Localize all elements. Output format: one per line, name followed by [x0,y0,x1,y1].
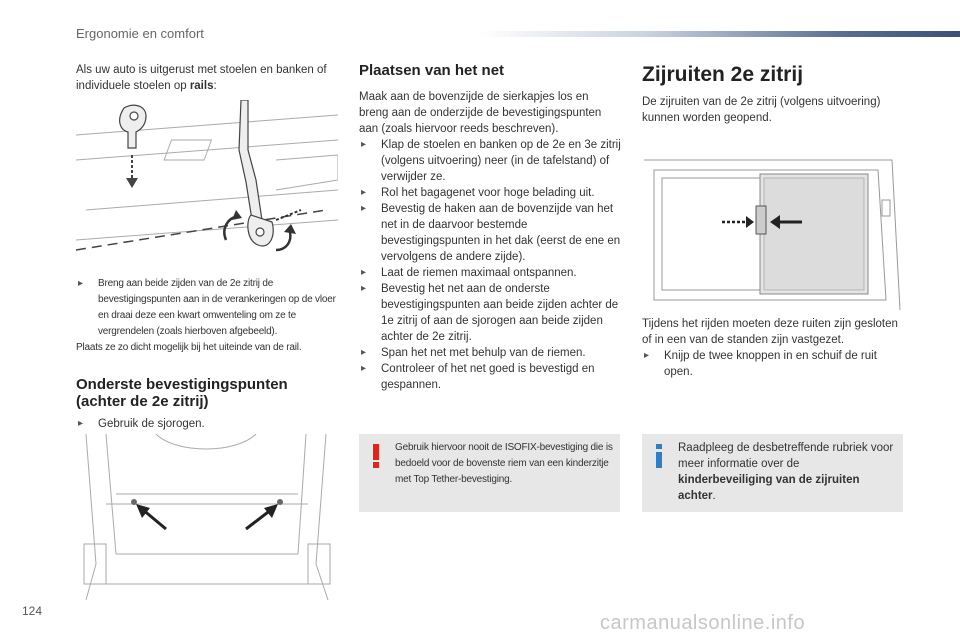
lower-anchors-section [76,376,338,410]
info-text: Raadpleeg de desbetreffende rubriek voor meer informatie over de kinderbeveiliging van de zijruiten achter. [678,442,894,502]
watermark: carmanualsonline.info [600,612,806,634]
windows-heading: Zijruiten 2e zitrij [642,63,804,86]
lower-anchors-bullets [76,416,338,432]
net-heading: Plaatsen van het net [359,62,505,79]
header-bar [480,31,960,37]
net-bullets [359,137,621,393]
list-item: ▸ Breng aan beide zijden van de 2e zitrij de bevestigingspunten aan in de verankeringen op de vloer en draai deze een kwart omwenteling om ze te vergrendelen (zoals hierboven afgebeeld). [76,276,338,340]
list-item: ▸ Bevestig het net aan de onderste bevestigingspunten aan beide zijden achter de 1e zitrij of aan de sjorogen aan beide zijden achter de 2e zitrij. [359,281,621,345]
list-item: ▸ Laat de riemen maximaal ontspannen. [359,265,621,281]
net-intro: Maak aan de bovenzijde de sierkapjes los en breng aan de onderzijde de bevestigingspunten aan (zoals hiervoor reeds beschreven). [359,91,602,135]
info-box [642,434,903,512]
list-item: ▸ Span het net met behulp van de riemen. [359,345,621,361]
list-item: ▸ Klap de stoelen en banken op de 2e en 3e zitrij (volgens uitvoering) neer (in de tafelstand) of verwijder ze. [359,137,621,185]
rails-bullets [76,276,338,340]
rail-anchor-illustration [76,100,338,274]
cargo-floor-illustration [76,434,338,600]
list-item: ▸ Bevestig de haken aan de bovenzijde van het net in de daarvoor bestemde bevestigingspunten in het dak (eerst de ene en vervolgens de andere zijde). [359,201,621,265]
warning-text: Gebruik hiervoor nooit de ISOFIX-bevestiging die is bedoeld voor de bovenste riem van een kinderzitje met Top Tether-bevestiging. [395,442,613,485]
rails-note: Plaats ze zo dicht mogelijk bij het uiteinde van de rail. [76,342,302,353]
warning-icon [369,444,383,468]
list-item: ▸ Controleer of het net goed is bevestigd en gespannen. [359,361,621,393]
windows-para: Tijdens het rijden moeten deze ruiten zijn gesloten of in een van de standen zijn vastgezet. [642,318,898,346]
warning-box [359,434,620,512]
windows-intro: De zijruiten van de 2e zitrij (volgens uitvoering) kunnen worden geopend. [642,96,881,124]
list-item: ▸ Rol het bagagenet voor hoge belading uit. [359,185,621,201]
column-net [359,62,621,393]
rails-intro: Als uw auto is uitgerust met stoelen en banken of individuele stoelen op rails: [76,64,327,92]
windows-instructions [642,316,904,380]
windows-bullets [642,348,904,380]
rails-instructions [76,276,338,356]
sliding-window-illustration [642,150,904,312]
list-item: ▸ Knijp de twee knoppen in en schuif de ruit open. [642,348,904,380]
lower-anchors-heading: Onderste bevestigingspunten (achter de 2e zitrij) [76,376,288,410]
page-number: 124 [22,604,43,618]
list-item: ▸ Gebruik de sjorogen. [76,416,338,432]
column-windows [642,62,904,126]
section-title: Ergonomie en comfort [76,26,204,41]
info-icon [652,444,666,468]
column-rails [76,62,338,94]
lower-anchors-list [76,416,338,432]
